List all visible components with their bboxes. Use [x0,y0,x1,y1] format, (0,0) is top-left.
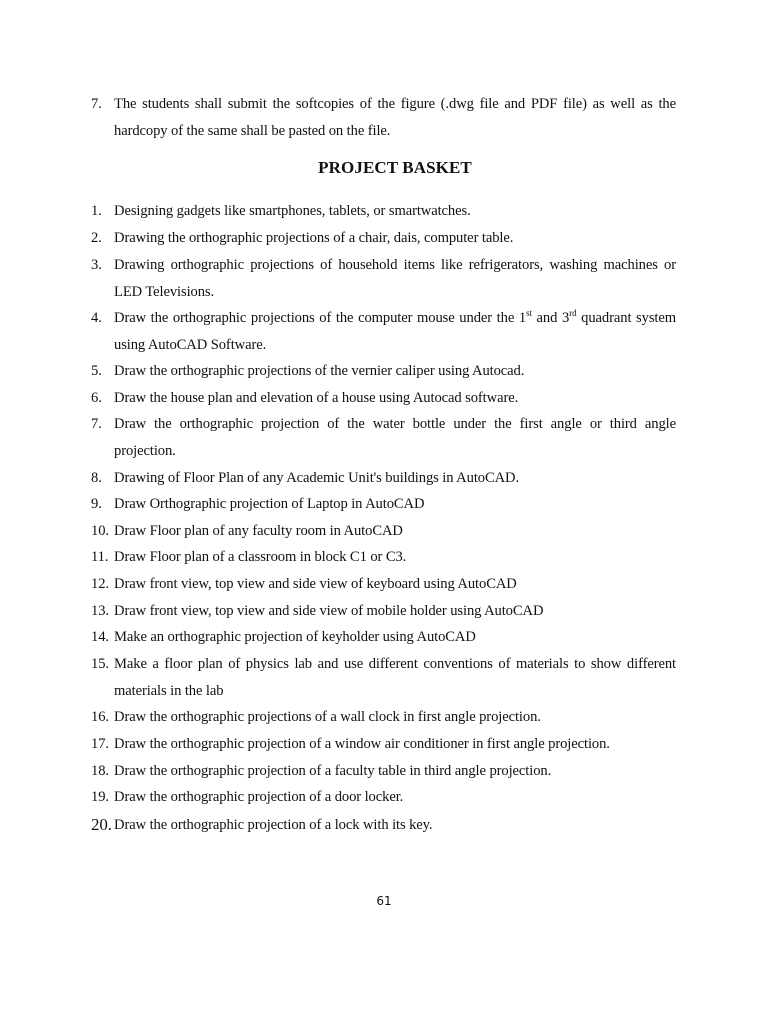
list-text: Make an orthographic projection of keyholder using AutoCAD [114,629,476,645]
list-number: 15. [91,656,109,672]
list-text: Draw the orthographic projection of a lock with its key. [114,817,433,833]
list-text: Draw the orthographic projection of a window air conditioner in first angle projection. [114,736,610,752]
list-text: Drawing of Floor Plan of any Academic Unit's buildings in AutoCAD. [114,470,520,486]
list-number: 7. [91,96,102,112]
list-number: 18. [91,763,109,779]
list-number: 14. [91,629,109,645]
list-text: Draw the house plan and elevation of a house using Autocad software. [114,390,519,406]
page-number: 61 [376,894,392,908]
list-item-14 [91,624,676,651]
list-item-5 [91,358,676,385]
list-item-19 [91,784,676,811]
list-item-15 [91,651,676,704]
list-number: 11. [91,549,109,565]
list-text: Draw Floor plan of any faculty room in AutoCAD [114,523,403,539]
list-number: 1. [91,203,102,219]
list-item-12 [91,571,676,598]
list-text [114,305,676,358]
list-item-2 [91,225,676,252]
list-number: 16. [91,709,109,725]
text-part: Draw the orthographic projections of the computer mouse under the 1 [114,310,527,326]
list-item-17 [91,731,676,758]
list-text: Draw the orthographic projection of a door locker. [114,789,404,805]
list-number: 19. [91,789,109,805]
superscript: rd [569,308,577,318]
list-text: Draw front view, top view and side view of mobile holder using AutoCAD [114,603,544,619]
list-item-18 [91,758,676,785]
list-number: 12. [91,576,109,592]
list-text: Draw Orthographic projection of Laptop in AutoCAD [114,496,425,512]
list-text: Draw front view, top view and side view of keyboard using AutoCAD [114,576,517,592]
list-item-9 [91,491,676,518]
list-item-20 [91,812,676,839]
list-number: 2. [91,230,102,246]
section-heading: PROJECT BASKET [318,158,472,177]
list-item-16 [91,704,676,731]
list-item-8 [91,465,676,492]
list-text: Drawing the orthographic projections of a chair, dais, computer table. [114,230,514,246]
list-text: Draw the orthographic projections of the vernier caliper using Autocad. [114,363,525,379]
list-text: Draw Floor plan of a classroom in block C1 or C3. [114,549,407,565]
list-number: 3. [91,257,102,273]
superscript: st [526,308,532,318]
list-item-13 [91,598,676,625]
list-text: Draw the orthographic projection of a faculty table in third angle projection. [114,763,552,779]
list-number: 8. [91,470,102,486]
list-text: Make a floor plan of physics lab and use different conventions of materials to show different materials in the lab [114,656,676,699]
list-text: The students shall submit the softcopies of the figure (.dwg file and PDF file) as well as the hardcopy of the same shall be pasted on the file. [114,96,676,139]
list-number: 4. [91,310,102,326]
list-item-4 [91,305,676,358]
list-text: Draw the orthographic projection of the water bottle under the first angle or third angle projection. [114,416,676,459]
list-text: Draw the orthographic projections of a wall clock in first angle projection. [114,709,541,725]
list-text: Drawing orthographic projections of household items like refrigerators, washing machines or LED Televisions. [114,257,676,300]
list-item-3 [91,252,676,305]
list-number: 10. [91,523,109,539]
list-item-10 [91,518,676,545]
list-item-1 [91,198,676,225]
list-number: 17. [91,736,109,752]
text-part: quadrant system using AutoCAD Software. [114,310,676,353]
list-number: 5. [91,363,102,379]
list-item-7 [91,411,676,464]
list-text: Designing gadgets like smartphones, tablets, or smartwatches. [114,203,471,219]
list-number: 9. [91,496,102,512]
list-number: 13. [91,603,109,619]
intro-list-item [91,91,676,144]
list-item-11 [91,544,676,571]
list-number: 20. [91,815,112,834]
text-part: and 3 [531,310,570,326]
list-number: 6. [91,390,102,406]
list-number: 7. [91,416,102,432]
list-item-6 [91,385,676,412]
